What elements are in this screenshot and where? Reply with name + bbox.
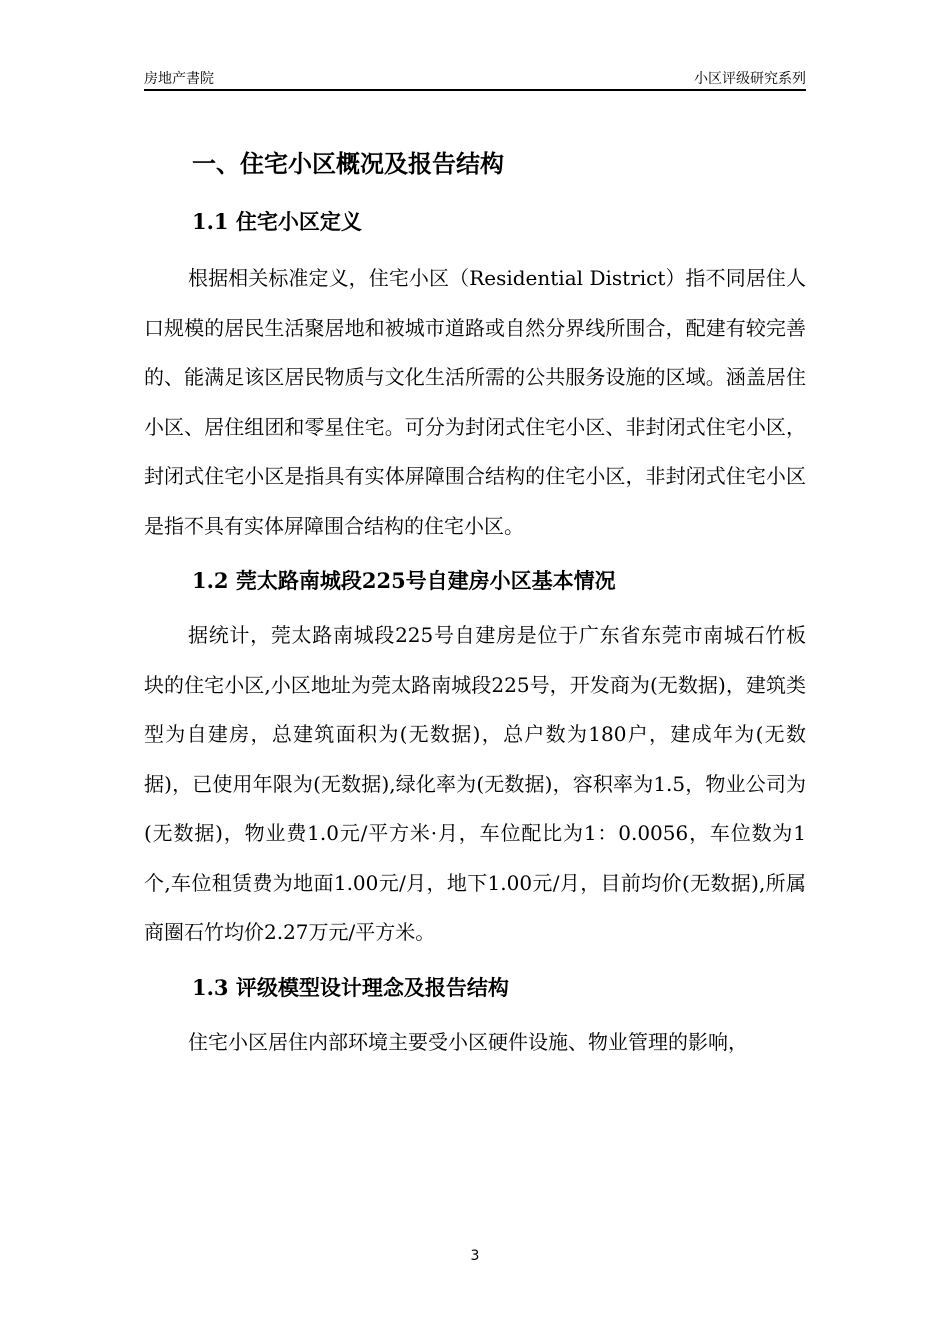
chapter-title: 一、住宅小区概况及报告结构 bbox=[192, 149, 504, 178]
section-1-1-paragraph: 根据相关标准定义，住宅小区（Residential District）指不同居住人口规模的居民生活聚居地和被城市道路或自然分界线所围合，配建有较完善的、能满足该区居民物质与文化生活所需的公共服务设施的区域。涵盖居住小区、居住组团和零星住宅。可分为封闭式住宅小区、非封闭式住宅小区，封闭式住宅小区是指具有实体屏障围合结构的住宅小区，非封闭式住宅小区是指不具有实体屏障围合结构的住宅小区。 bbox=[144, 266, 806, 538]
header-left-title: 房地产書院 bbox=[144, 71, 214, 87]
page-number: 3 bbox=[470, 1248, 480, 1264]
section-1-3-paragraph: 住宅小区居住内部环境主要受小区硬件设施、物业管理的影响， bbox=[188, 1029, 748, 1054]
document-body bbox=[144, 138, 806, 1067]
section-1-2-title: 1.2 莞太路南城段225号自建房小区基本情况 bbox=[192, 568, 616, 593]
header-right-title: 小区评级研究系列 bbox=[694, 71, 806, 87]
section-1-2-paragraph: 据统计，莞太路南城段225号自建房是位于广东省东莞市南城石竹板块的住宅小区,小区地址为莞太路南城段225号，开发商为(无数据)，建筑类型为自建房，总建筑面积为(无数据)，总户数为180户，建成年为(无数据)，已使用年限为(无数据),绿化率为(无数据)，容积率为1.5，物业公司为(无数据)，物业费1.0元/平方米·月，车位配比为1：0.0056，车位数为1个,车位租赁费为地面1.00元/月，地下1.00元/月，目前均价(无数据),所属商圈石竹均价2.27万元/平方米。 bbox=[144, 623, 806, 944]
section-1-3-title: 1.3 评级模型设计理念及报告结构 bbox=[192, 974, 509, 1000]
section-1-1-title: 1.1 住宅小区定义 bbox=[192, 209, 362, 234]
header-divider bbox=[144, 89, 806, 91]
